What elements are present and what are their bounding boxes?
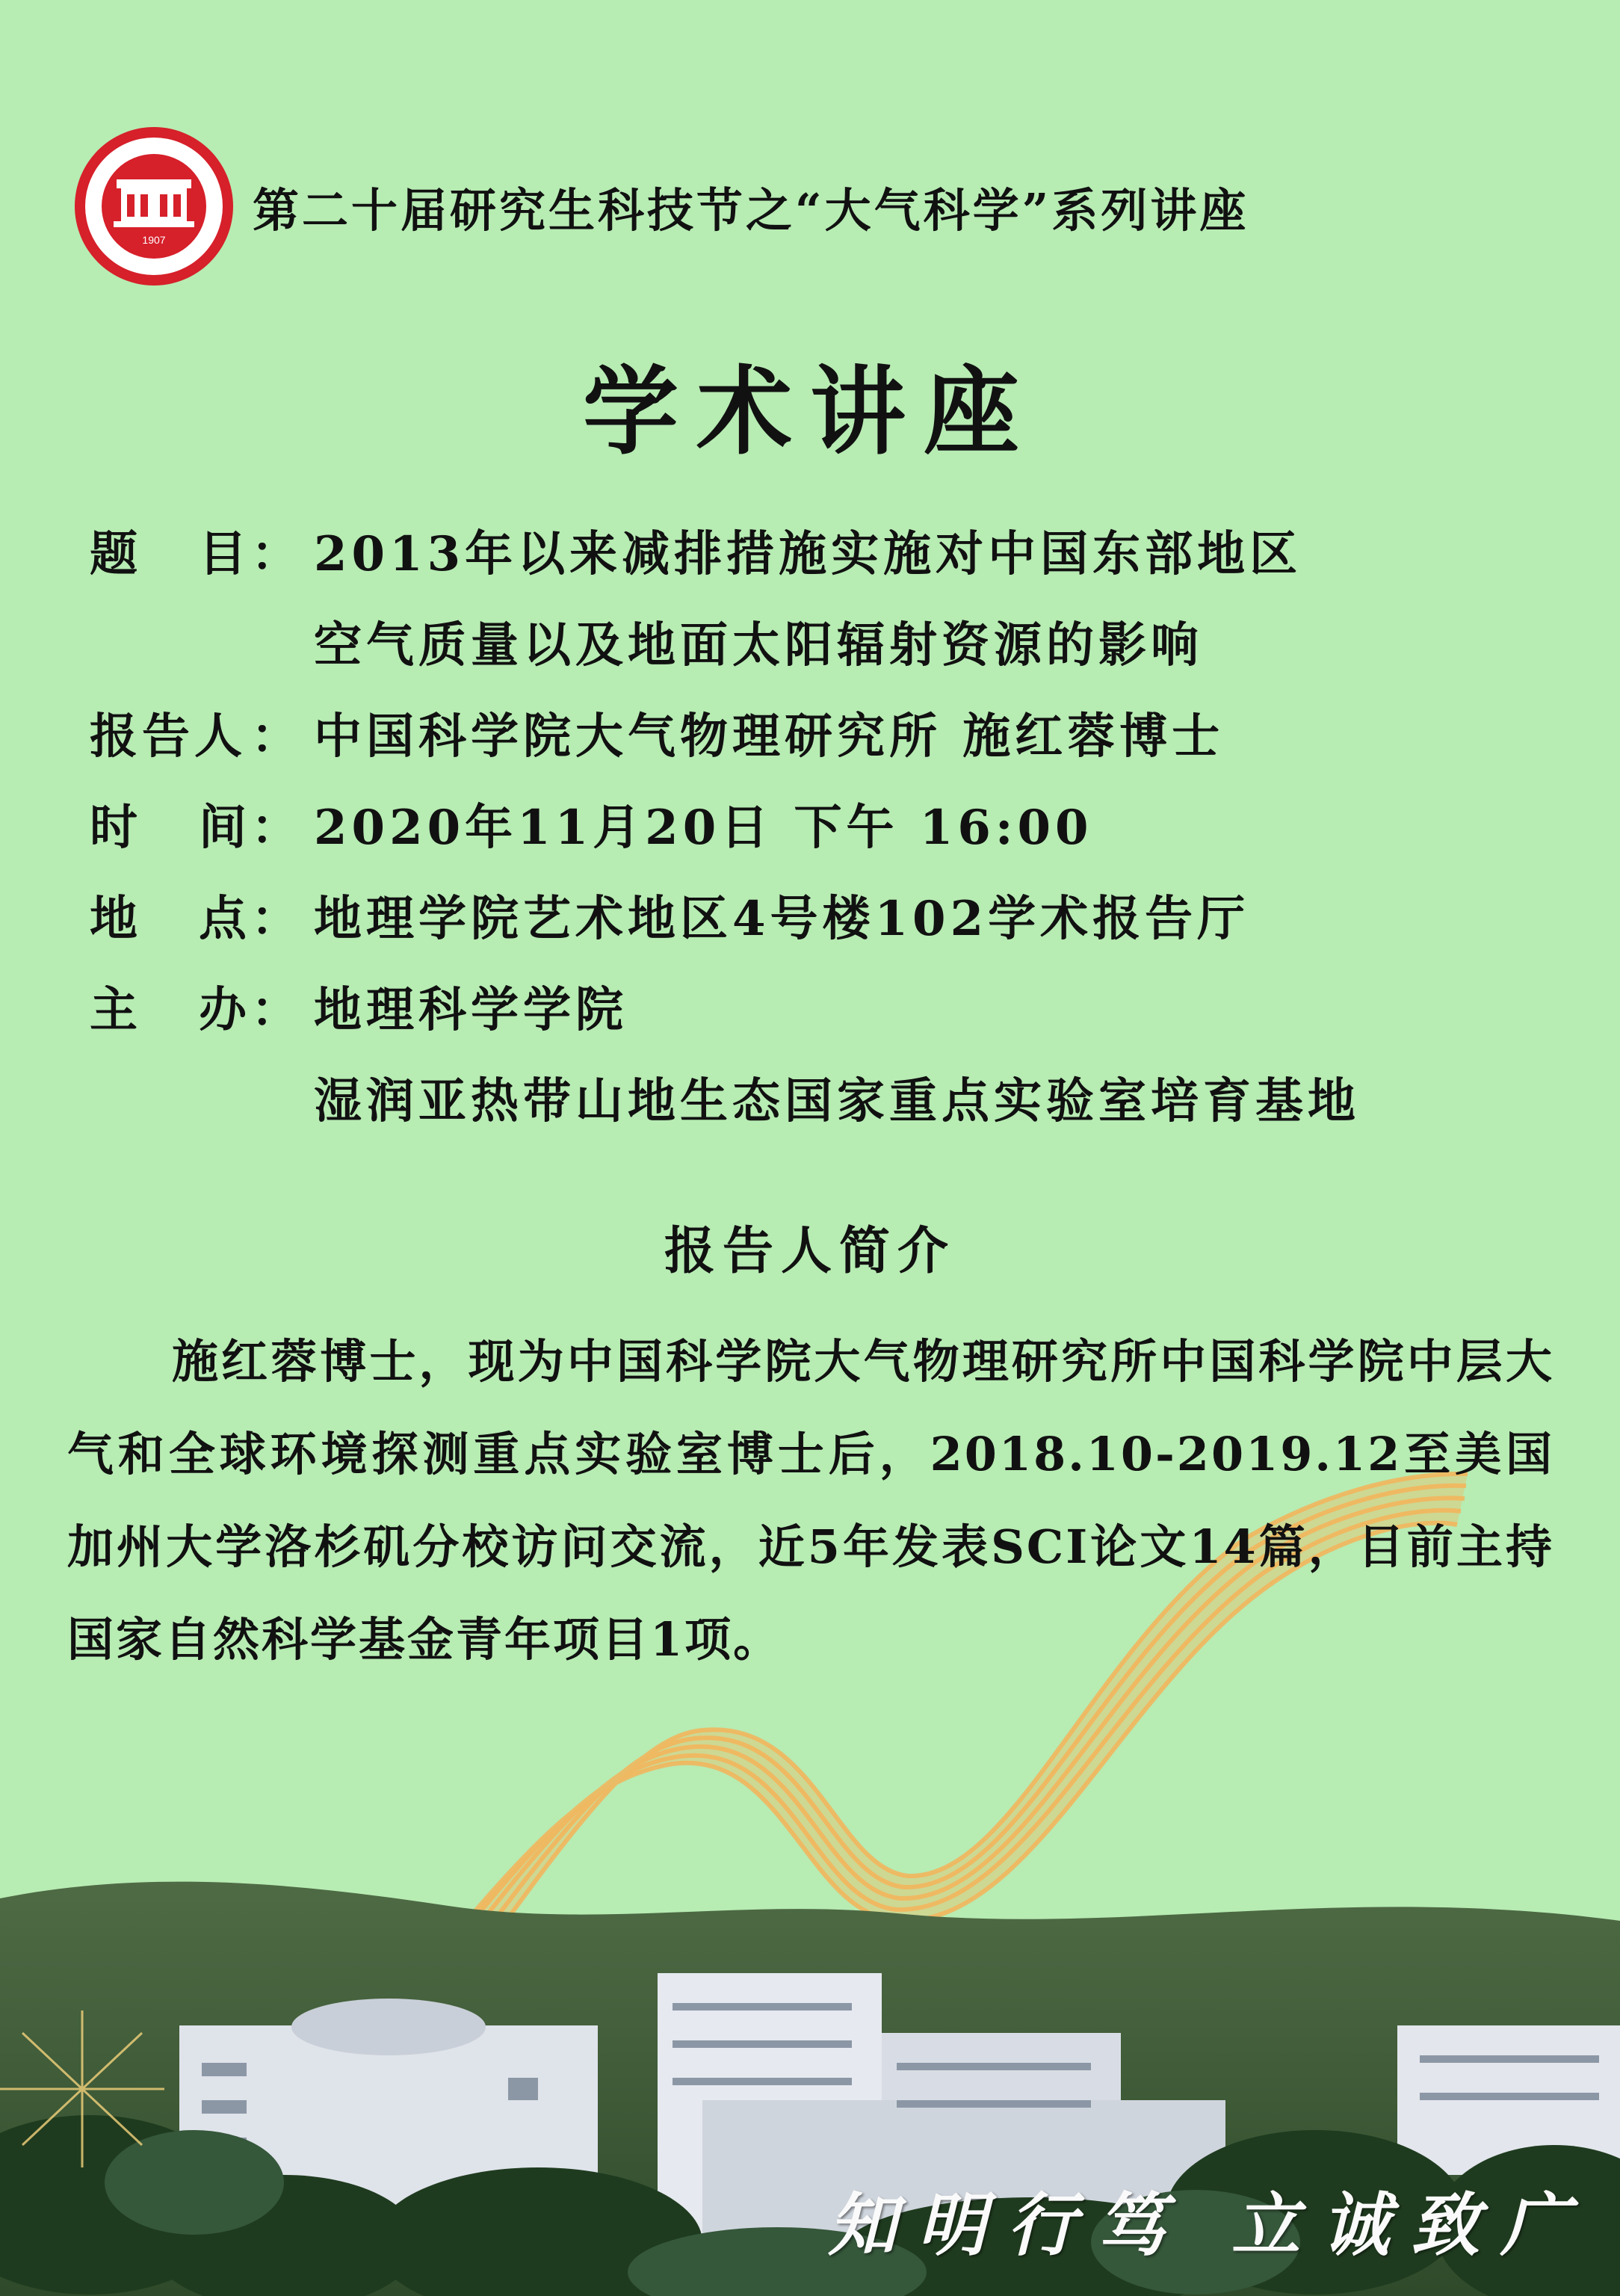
university-seal-icon (72, 124, 236, 288)
bio-text: 施红蓉博士，现为中国科学院大气物理研究所中国科学院中层大气和全球环境探测重点实验室博士后，2018.10-2019.12至美国加州大学洛杉矶分校访问交流，近5年发表SCI论文14篇，目前主持国家自然科学基金青年项目1项。 (67, 1334, 1554, 1667)
topic-line-1: 2013年以来减排措施实施对中国东部地区 (314, 526, 1302, 582)
lecture-info (90, 516, 1554, 1154)
host-label: 主 办 (90, 982, 251, 1038)
colon: ： (251, 982, 303, 1038)
topic-label: 题 目 (90, 526, 251, 582)
page-title: 学术讲座 (582, 356, 1037, 468)
colon: ： (251, 891, 303, 947)
topic-row-continued (90, 607, 1554, 698)
host-line-2: 湿润亚热带山地生态国家重点实验室培育基地 (314, 1073, 1360, 1129)
venue-row (90, 880, 1554, 972)
speaker-row (90, 698, 1554, 789)
series-title: 第二十届研究生科技节之“大气科学”系列讲座 (253, 182, 1249, 238)
colon: ： (251, 709, 303, 765)
venue-label: 地 点 (90, 891, 251, 947)
speaker-label: 报告人 (90, 709, 247, 765)
colon: ： (251, 526, 303, 582)
host-row-continued (90, 1063, 1554, 1154)
host-line-1: 地理科学学院 (314, 982, 628, 1038)
header (72, 124, 1249, 288)
host-row (90, 972, 1554, 1063)
time-label: 时 间 (90, 800, 251, 856)
topic-row (90, 516, 1554, 607)
bio-heading: 报告人简介 (664, 1221, 956, 1281)
time-row (90, 789, 1554, 880)
seal-year: 1907 (142, 234, 166, 246)
topic-line-2: 空气质量以及地面太阳辐射资源的影响 (314, 617, 1203, 673)
speaker-value: 中国科学院大气物理研究所 施红蓉博士 (314, 709, 1225, 765)
colon: ： (251, 800, 303, 856)
venue-value: 地理学院艺术地区4号楼102学术报告厅 (314, 891, 1250, 947)
calligraphy-motto: 知明行笃 立诚致广 (827, 2185, 1590, 2265)
time-value: 2020年11月20日 下午 16:00 (314, 800, 1093, 856)
